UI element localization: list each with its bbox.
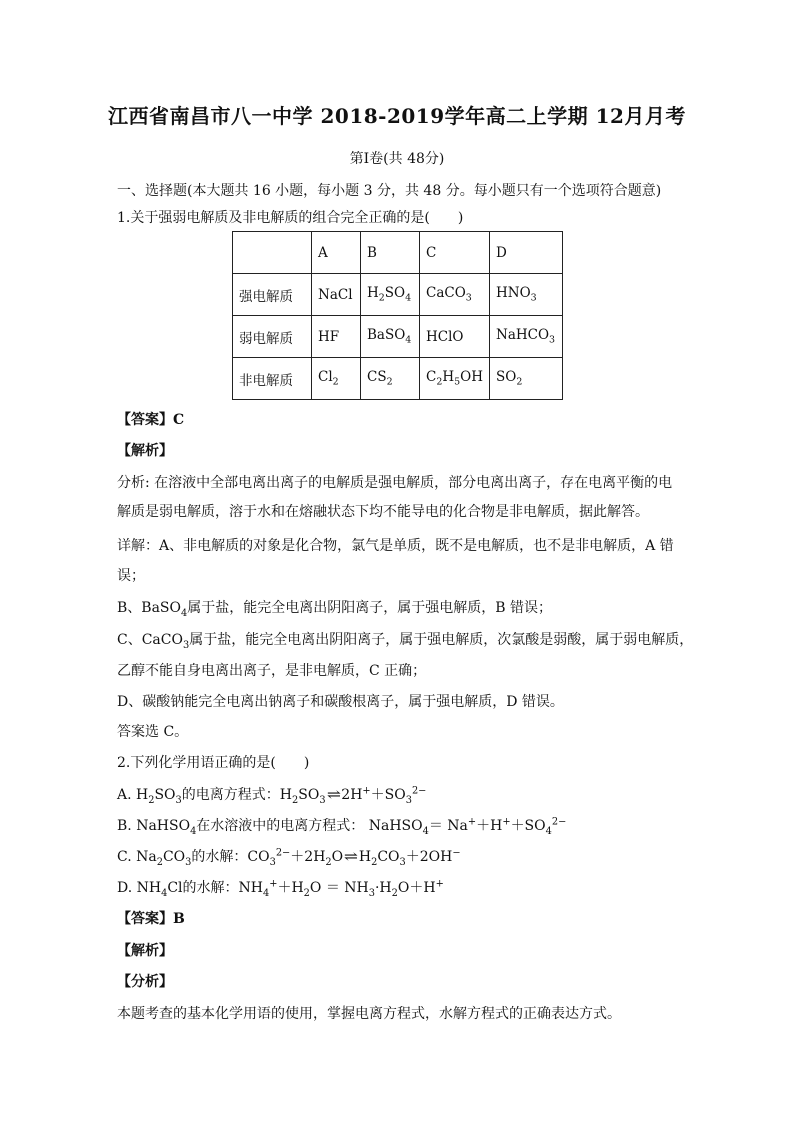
option-a-text: 的电离方程式： — [181, 787, 280, 803]
table-cell: $H_2SO_4$ — [361, 274, 420, 316]
option-b-text: 在水溶液中的电离方程式： — [196, 818, 365, 834]
table-header-cell: D — [490, 232, 563, 274]
table-cell: HClO — [420, 316, 490, 358]
table-cell: $Cl_2$ — [312, 358, 361, 400]
question-2: 2.下列化学用语正确的是( ) — [117, 755, 310, 771]
row-label: 非电解质 — [233, 358, 312, 400]
table-header-cell: B — [361, 232, 420, 274]
option-d: D. $NH_4Cl$的水解：$NH_4^++H_2O = NH_3\cdot H_2O+H^+$ — [117, 878, 444, 899]
conclusion-text: 答案选 C。 — [117, 724, 189, 740]
detail-option-d: D、碳酸钠能完全电离出钠离子和碳酸根离子，属于强电解质，D 错误。 — [117, 694, 564, 710]
table-row — [233, 316, 563, 358]
table-cell: CaCO$_3$ — [420, 274, 490, 316]
detail-c-text: 属于盐，能完全电离出阴阳离子，属于强电解质，次氯酸是弱酸，属于弱电解质， — [189, 632, 694, 648]
row-label: 强电解质 — [233, 274, 312, 316]
exam-part-subtitle: 第Ⅰ卷(共 48分) — [349, 151, 445, 167]
detail-b-text: 属于盐，能完全电离出阴阳离子，属于强电解质，B 错误； — [187, 600, 552, 616]
section-heading: 一、选择题(本大题共 16 小题，每小题 3 分，共 48 分。每小题只有一个选项符合题意) — [117, 183, 662, 199]
detail-text: 详解：A、非电解质的对象是化合物，氯气是单质，既不是电解质，也不是非电解质，A 错 — [117, 538, 674, 554]
table-header-cell: A — [312, 232, 361, 274]
table-cell: NaCl — [312, 274, 361, 316]
answer-2: 【答案】B — [117, 911, 185, 927]
table-row — [233, 358, 563, 400]
option-d-text: 的水解： — [182, 880, 239, 896]
detail-text: 乙醇不能自身电离出离子，是非电解质，C 正确； — [117, 663, 427, 679]
table-cell: $SO_2$ — [490, 358, 563, 400]
table-cell: $CS_2$ — [361, 358, 420, 400]
detail-option-c: C、CaCO$_3$属于盐，能完全电离出阴阳离子，属于强电解质，次氯酸是弱酸，属于弱电解质， — [117, 632, 694, 651]
analysis-text: 解质是弱电解质，溶于水和在熔融状态下均不能导电的化合物是非电解质，据此解答。 — [117, 504, 649, 520]
option-b: B. NaHSO$_4$在水溶液中的电离方程式： NaHSO$_4$＝ $Na^++H^++SO_4^{2-}$ — [117, 816, 567, 837]
option-a: A. $H_2SO_3$的电离方程式：$H_2SO_3\rightleftharpoons 2H^++SO_3^{2-}$ — [117, 785, 427, 806]
table-cell: NaHCO$_3$ — [490, 316, 563, 358]
analysis-text: 分析: 在溶液中全部电离出离子的电解质是强电解质，部分电离出离子，存在电离平衡的电 — [117, 475, 673, 491]
table-cell: BaSO$_4$ — [361, 316, 420, 358]
analysis-heading-1: 【解析】 — [117, 443, 173, 459]
analysis-subheading: 【分析】 — [117, 974, 173, 990]
option-c-text: 的水解： — [191, 849, 248, 865]
table-cell: $C_2H_5OH$ — [420, 358, 490, 400]
table-cell: $HNO_3$ — [490, 274, 563, 316]
question-1-table — [232, 231, 563, 400]
detail-option-b: B、BaSO$_4$属于盐，能完全电离出阴阳离子，属于强电解质，B 错误； — [117, 600, 552, 619]
table-header-cell: C — [420, 232, 490, 274]
table-cell: HF — [312, 316, 361, 358]
row-label: 弱电解质 — [233, 316, 312, 358]
answer-1: 【答案】C — [117, 412, 185, 428]
table-row — [233, 274, 563, 316]
page-title: 江西省南昌市八一中学 2018-2019学年高二上学期 12月月考 — [108, 104, 686, 128]
question-1: 1.关于强弱电解质及非电解质的组合完全正确的是( ) — [117, 210, 464, 226]
analysis-heading-2: 【解析】 — [117, 943, 173, 959]
option-c: C. $Na_2CO_3$的水解：$CO_3^{2-}+2H_2O\rightleftharpoons H_2CO_3+2OH^-$ — [117, 847, 461, 868]
detail-text: 误； — [117, 568, 145, 584]
table-header-cell — [233, 232, 312, 274]
analysis-text: 本题考查的基本化学用语的使用，掌握电离方程式，水解方程式的正确表达方式。 — [117, 1006, 621, 1022]
table-header-row — [233, 232, 563, 274]
